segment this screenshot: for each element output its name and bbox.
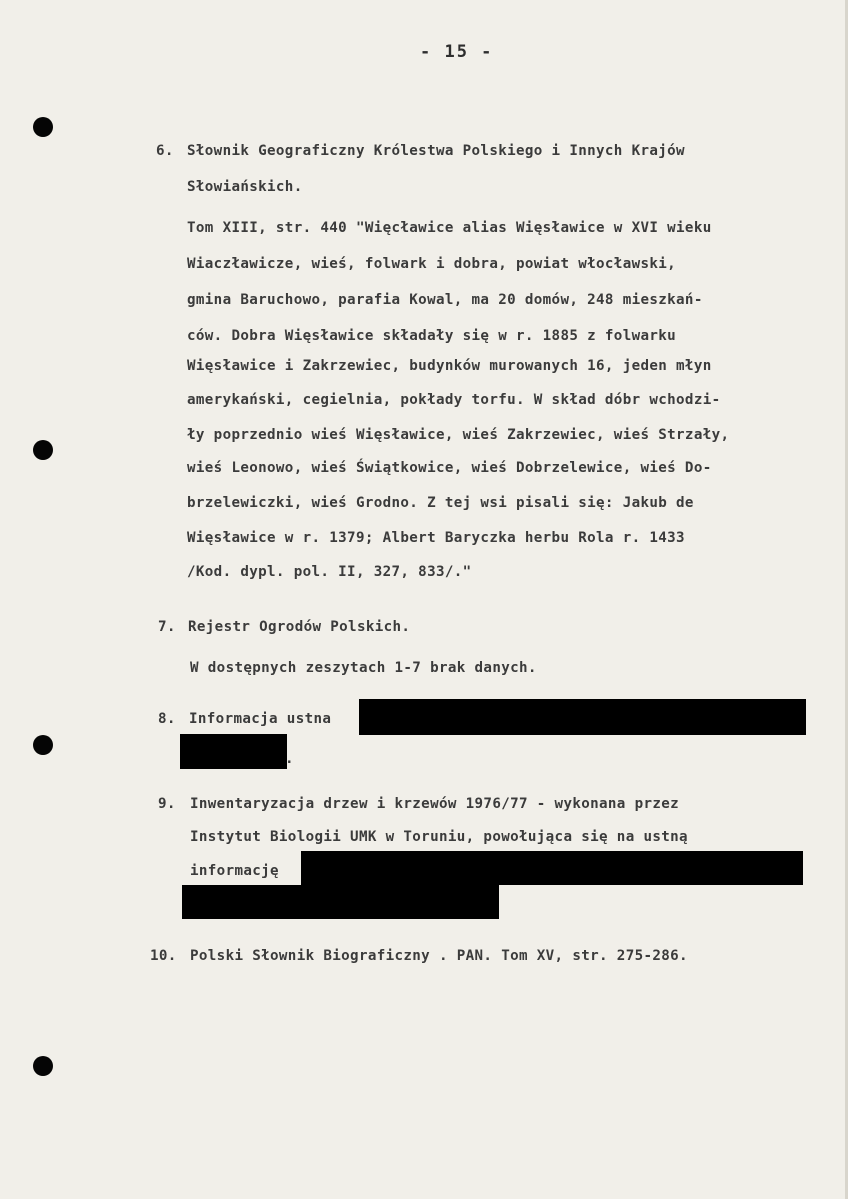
item-title-line: Polski Słownik Biograficzny . PAN. Tom XV, str. 275-286. bbox=[190, 948, 688, 964]
body-line: Więsławice i Zakrzewiec, budynków murowanych 16, jeden młyn bbox=[187, 358, 712, 374]
item-title-line: Inwentaryzacja drzew i krzewów 1976/77 - wykonana przez bbox=[190, 796, 680, 812]
item-number: 9. bbox=[158, 796, 176, 812]
item-title-line: Słowiańskich. bbox=[187, 179, 303, 195]
punch-hole-1 bbox=[33, 117, 53, 137]
redaction-bar bbox=[301, 851, 803, 885]
item-title-line: Informacja ustna bbox=[189, 711, 332, 727]
body-line: gmina Baruchowo, parafia Kowal, ma 20 domów, 248 mieszkań- bbox=[187, 292, 703, 308]
punch-hole-4 bbox=[33, 1056, 53, 1076]
redaction-bar bbox=[182, 885, 499, 919]
redaction-bar bbox=[180, 734, 287, 769]
item-title-line: Słownik Geograficzny Królestwa Polskiego i Innych Krajów bbox=[187, 143, 685, 159]
body-line: brzelewiczki, wieś Grodno. Z tej wsi pisali się: Jakub de bbox=[187, 495, 694, 511]
body-line: amerykański, cegielnia, pokłady torfu. W skład dóbr wchodzi- bbox=[187, 392, 721, 408]
item-title-line: Rejestr Ogrodów Polskich. bbox=[188, 619, 411, 635]
body-line: ców. Dobra Więsławice składały się w r. 1885 z folwarku bbox=[187, 328, 677, 344]
body-line: Wiaczławicze, wieś, folwark i dobra, powiat włocławski, bbox=[187, 256, 677, 272]
punch-hole-3 bbox=[33, 735, 53, 755]
item-tail-text: . bbox=[285, 751, 294, 767]
item-title-line: Instytut Biologii UMK w Toruniu, powołująca się na ustną bbox=[190, 829, 688, 845]
body-line: Więsławice w r. 1379; Albert Baryczka herbu Rola r. 1433 bbox=[187, 530, 685, 546]
punch-hole-2 bbox=[33, 440, 53, 460]
item-number: 6. bbox=[156, 143, 174, 159]
body-line: /Kod. dypl. pol. II, 327, 833/." bbox=[187, 564, 472, 580]
body-line: Tom XIII, str. 440 "Więcławice alias Więsławice w XVI wieku bbox=[187, 220, 712, 236]
body-line: ły poprzednio wieś Więsławice, wieś Zakrzewiec, wieś Strzały, bbox=[187, 427, 730, 443]
body-line: wieś Leonowo, wieś Świątkowice, wieś Dobrzelewice, wieś Do- bbox=[187, 460, 712, 476]
redaction-bar bbox=[359, 699, 806, 735]
item-title-line: informację bbox=[190, 863, 279, 879]
body-line: W dostępnych zeszytach 1-7 brak danych. bbox=[190, 660, 537, 676]
item-number: 7. bbox=[158, 619, 176, 635]
item-number: 10. bbox=[150, 948, 177, 964]
page-number: - 15 - bbox=[420, 42, 494, 62]
item-number: 8. bbox=[158, 711, 176, 727]
